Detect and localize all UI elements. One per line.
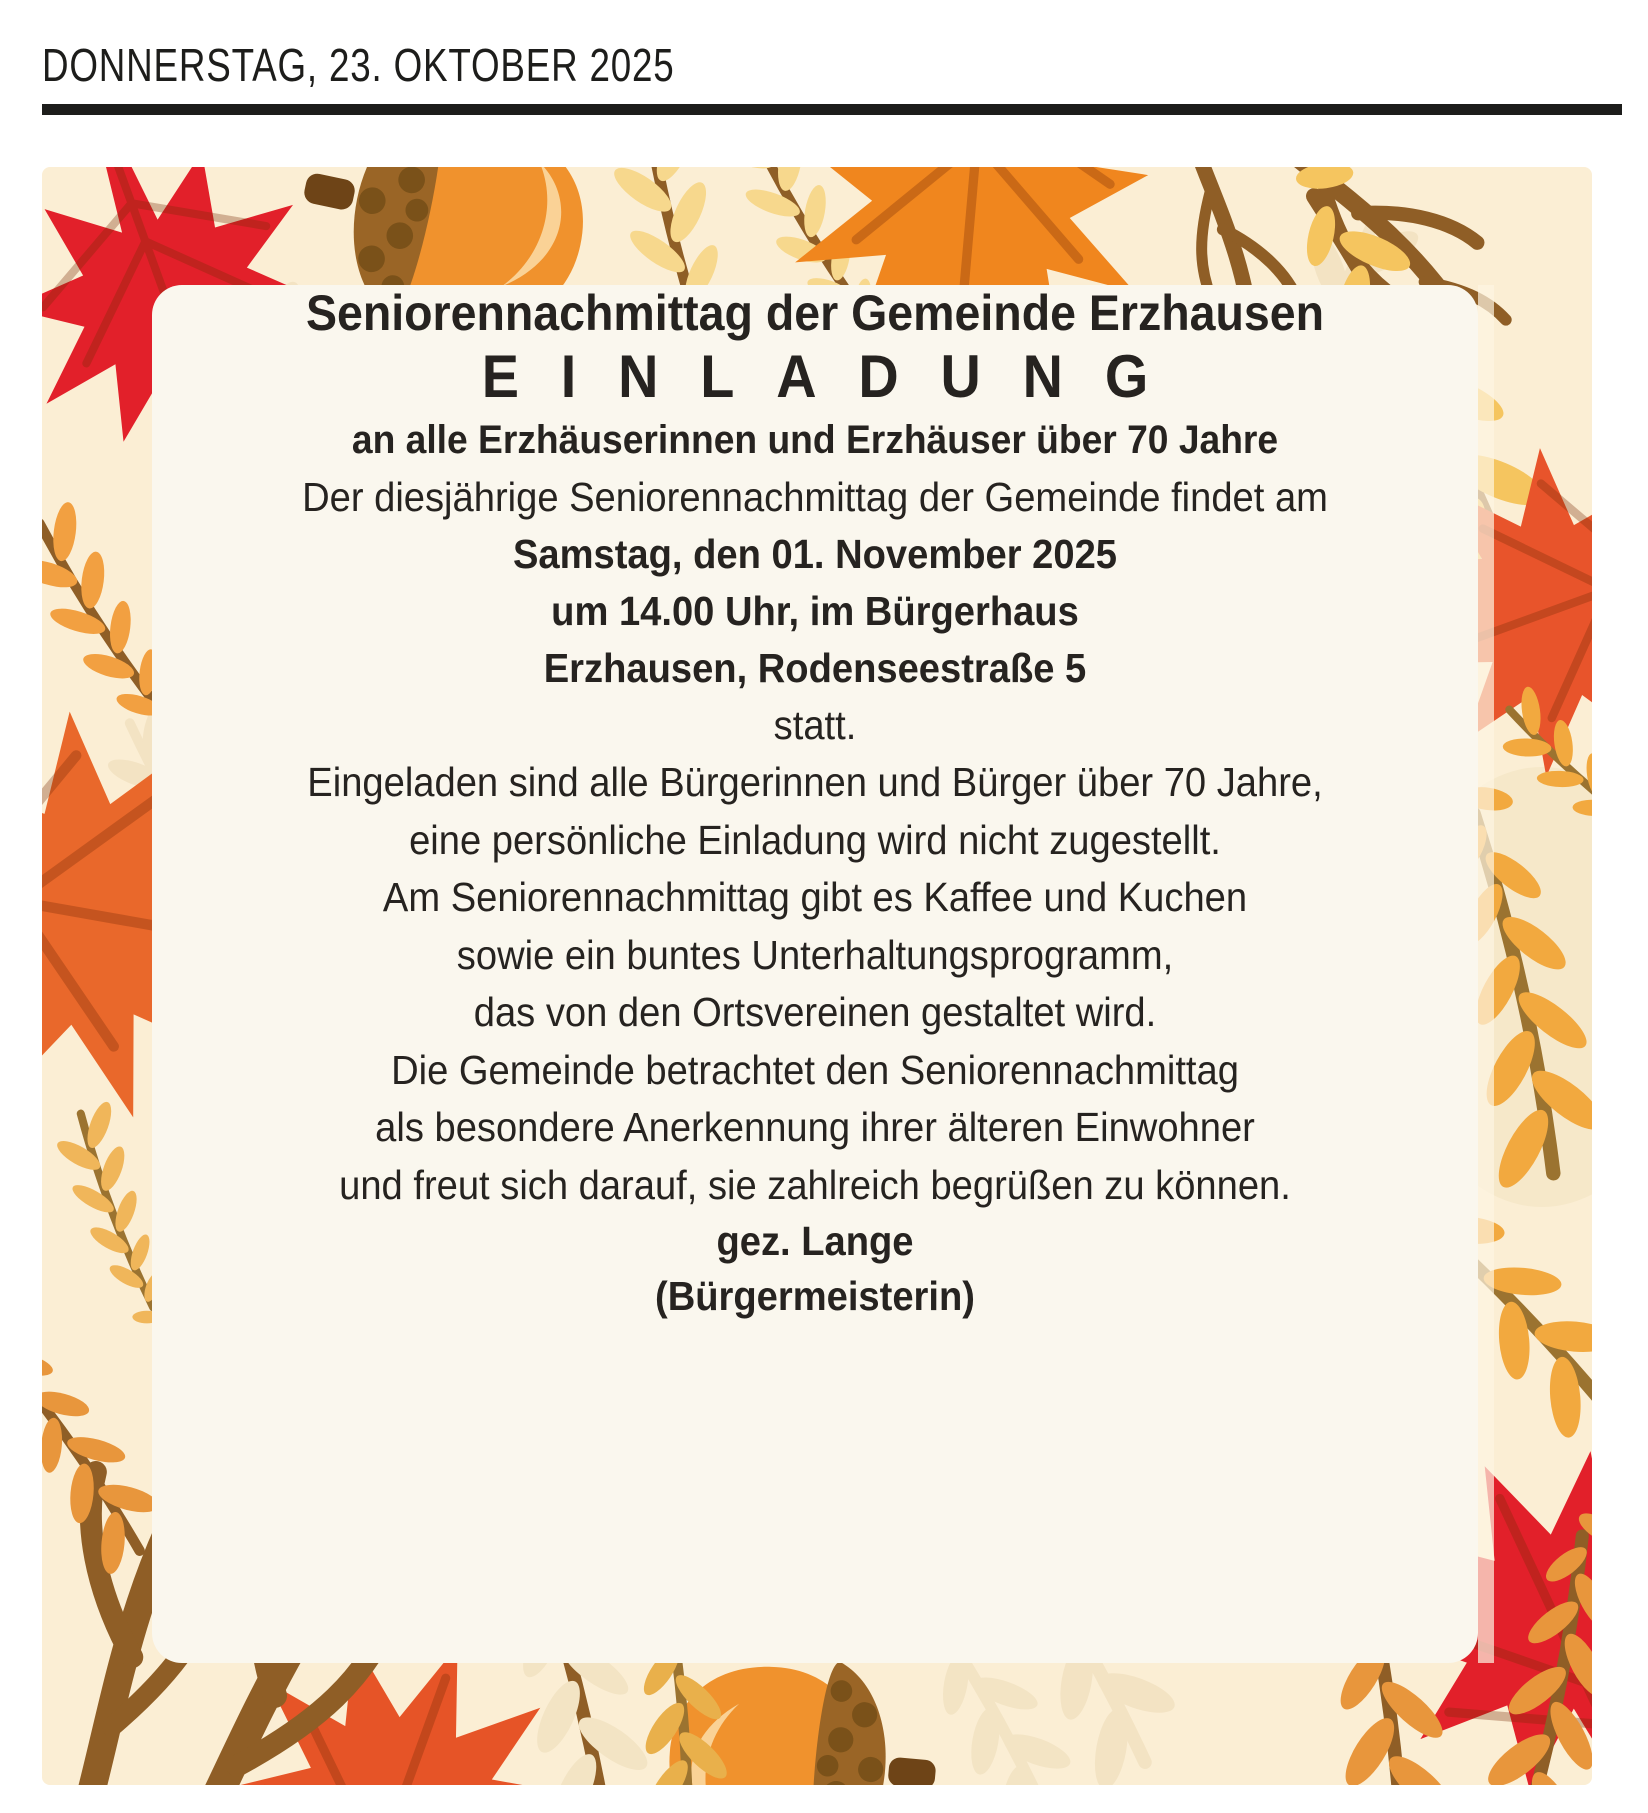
body-line: Eingeladen sind alle Bürgerinnen und Bürger über 70 Jahre, (307, 759, 1323, 805)
event-details (198, 526, 1431, 697)
invitation-title: Seniorennachmittag der Gemeinde Erzhausen (305, 285, 1325, 341)
body-line: sowie ein buntes Unterhaltungsprogramm, (456, 931, 1174, 978)
signature-name: gez. Lange (716, 1218, 914, 1264)
body-line: eine persönliche Einladung wird nicht zugestellt. (409, 816, 1221, 863)
invitation-body-2 (198, 1042, 1431, 1215)
dateline: DONNERSTAG, 23. OKTOBER 2025 (42, 39, 675, 91)
invitation-card (152, 285, 1478, 1663)
signature-role: (Bürgermeisterin) (655, 1273, 975, 1319)
body-line: und freut sich darauf, sie zahlreich begrüßen zu können. (339, 1161, 1291, 1208)
invitation-audience: an alle Erzhäuserinnen und Erzhäuser über 70 Jahre (351, 418, 1279, 462)
invitation-body-1 (198, 754, 1431, 1042)
header-rule (42, 104, 1622, 115)
body-line: als besondere Anerkennung ihrer älteren Einwohner (375, 1104, 1255, 1150)
event-date: Samstag, den 01. November 2025 (512, 531, 1118, 577)
invitation-content (198, 285, 1431, 1324)
invitation-graphic (42, 167, 1592, 1785)
invitation-headline: EINLADUNG (481, 343, 1191, 410)
invitation-intro: Der diesjährige Seniorennachmittag der Gemeinde findet am (302, 474, 1328, 520)
event-address: Erzhausen, Rodenseestraße 5 (543, 645, 1087, 691)
statt-line: statt. (773, 702, 857, 748)
body-line: Am Seniorennachmittag gibt es Kaffee und Kuchen (382, 874, 1248, 920)
signature-block (198, 1214, 1431, 1324)
body-line: Die Gemeinde betrachtet den Seniorennachmittag (391, 1046, 1239, 1093)
event-time-place: um 14.00 Uhr, im Bürgerhaus (551, 588, 1079, 634)
body-line: das von den Ortsvereinen gestaltet wird. (473, 989, 1157, 1035)
card-edge-highlight (1478, 285, 1494, 1663)
